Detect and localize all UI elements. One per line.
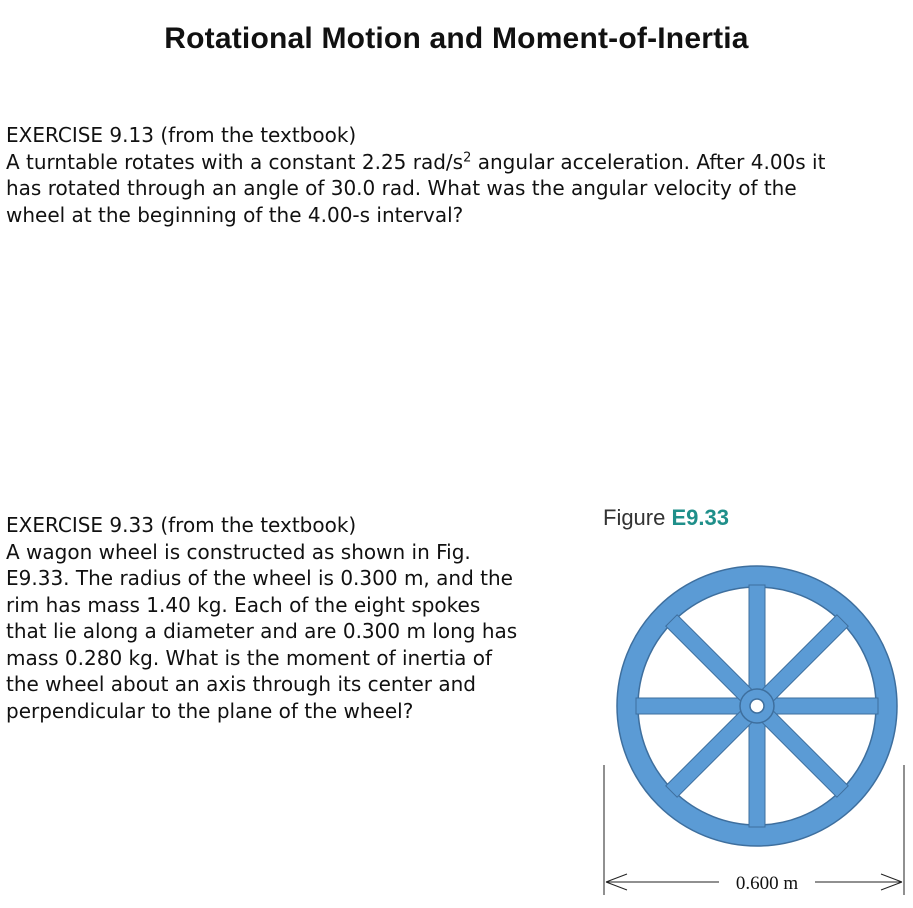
exercise-text-line: the wheel about an axis through its center and: [6, 672, 476, 696]
exercise-text-line: rim has mass 1.40 kg. Each of the eight spokes: [6, 592, 481, 617]
exercise-text-line: [6, 149, 911, 176]
exercise-text-line: has rotated through an angle of 30.0 rad. What was the angular velocity of the: [6, 176, 797, 200]
figure-caption-number: E9.33: [671, 505, 729, 530]
wagon-wheel-figure: [593, 540, 911, 900]
exercise-heading: EXERCISE 9.13 (from the textbook): [6, 123, 357, 147]
exercise-text-line: A wagon wheel is constructed as shown in Fig.: [6, 539, 471, 564]
exercise-heading: EXERCISE 9.33 (from the textbook): [6, 513, 357, 537]
exercise-9-33: [6, 512, 576, 724]
exercise-text-segment: A turntable rotates with a constant 2.25 rad/s: [6, 149, 464, 174]
figure-caption: [603, 505, 729, 531]
exercise-text-line: wheel at the beginning of the 4.00-s interval?: [6, 202, 464, 227]
exercise-text-line: that lie along a diameter and are 0.300 m long has: [6, 619, 518, 643]
exercise-text-segment: angular acceleration. After 4.00s it: [471, 149, 826, 174]
exercise-9-13: [6, 122, 911, 228]
page-title: Rotational Motion and Moment-of-Inertia: [164, 22, 749, 55]
exercise-text-line: perpendicular to the plane of the wheel?: [6, 698, 414, 723]
dimension-label: 0.600 m: [735, 873, 799, 894]
wheel-axle: [750, 699, 764, 713]
exercise-text-line: mass 0.280 kg. What is the moment of inertia of: [6, 645, 493, 670]
figure-caption-prefix: Figure: [603, 505, 672, 530]
exercise-text-line: E9.33. The radius of the wheel is 0.300 m, and the: [6, 566, 513, 590]
superscript: 2: [463, 149, 472, 165]
